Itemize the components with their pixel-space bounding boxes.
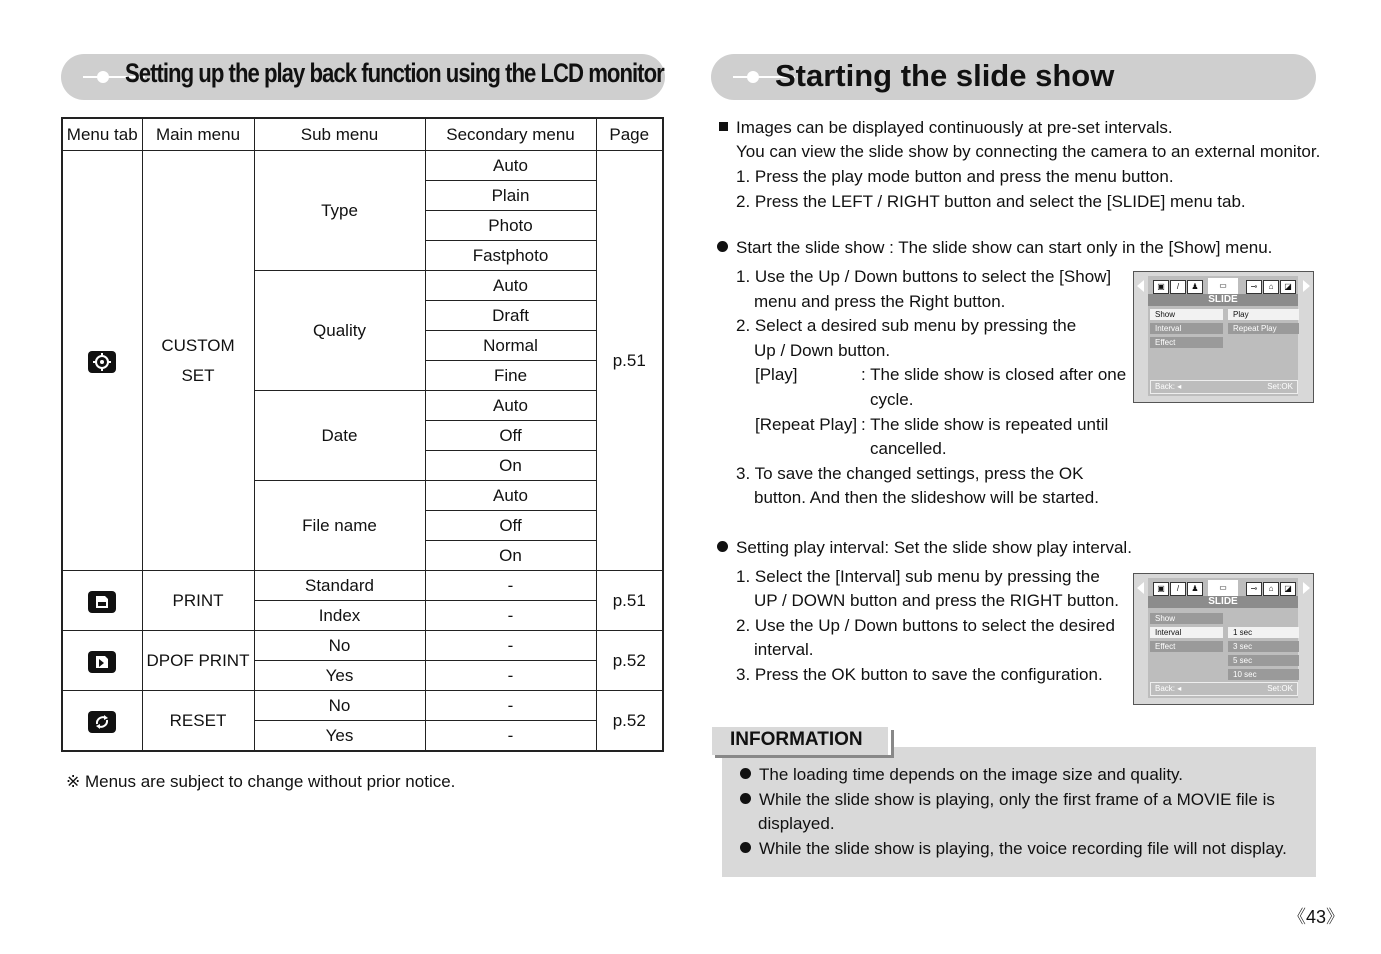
- dot-bullet-icon: [717, 541, 728, 552]
- resize-icon: ◪: [1280, 582, 1296, 596]
- image-icon: ▣: [1153, 582, 1169, 596]
- secondary-cell: -: [425, 571, 596, 601]
- repeat-play-desc-cont: cancelled.: [870, 439, 947, 458]
- lcd-menu-show: Show: [1150, 613, 1223, 624]
- header-sub-menu: Sub menu: [254, 118, 425, 151]
- table-footnote: ※ Menus are subject to change without prior notice.: [66, 772, 456, 791]
- info-item-cont: displayed.: [758, 814, 835, 833]
- right-section-header: [711, 54, 1316, 100]
- secondary-cell: -: [425, 601, 596, 631]
- secondary-cell: Normal: [425, 331, 596, 361]
- secondary-cell: Plain: [425, 181, 596, 211]
- lcd-option-5sec: 5 sec: [1228, 655, 1299, 666]
- dot-bullet-icon: [740, 793, 751, 804]
- left-section-header: [61, 54, 665, 100]
- right-section-title: Starting the slide show: [775, 58, 1115, 93]
- right-arrow-icon: [1303, 582, 1310, 594]
- header-secondary-menu: Secondary menu: [425, 118, 596, 151]
- sub-cell: No: [254, 631, 425, 661]
- lcd-set: Set:OK: [1267, 684, 1293, 693]
- page-number: 《43》: [1288, 907, 1345, 927]
- bullet-dot-icon: [97, 71, 109, 83]
- dpof-page: p.52: [596, 631, 663, 691]
- resize-icon: ◪: [1280, 280, 1296, 294]
- sub-date: Date: [254, 391, 425, 481]
- left-arrow-icon: [1137, 280, 1144, 292]
- header-page: Page: [596, 118, 663, 151]
- set-label: SET: [181, 365, 215, 385]
- slide-header: SLIDE: [1148, 596, 1298, 608]
- lcd-option-3sec: 3 sec: [1228, 641, 1299, 652]
- lcd-menu-effect: Effect: [1150, 337, 1223, 348]
- print-main: PRINT: [142, 571, 254, 631]
- edit-icon: /: [1170, 280, 1186, 294]
- intro-step-1: 1. Press the play mode button and press the menu button.: [736, 167, 1174, 186]
- lcd-option-1sec: 1 sec: [1228, 627, 1299, 638]
- start-step: 1. Use the Up / Down buttons to select the [Show]: [736, 267, 1112, 286]
- secondary-cell: Fine: [425, 361, 596, 391]
- secondary-cell: Auto: [425, 481, 596, 511]
- secondary-cell: Draft: [425, 301, 596, 331]
- intro-step-2: 2. Press the LEFT / RIGHT button and select the [SLIDE] menu tab.: [736, 192, 1246, 211]
- lcd-option-play: Play: [1228, 309, 1299, 320]
- start-step: 2. Select a desired sub menu by pressing the: [736, 316, 1077, 335]
- information-tab: [712, 727, 891, 755]
- secondary-cell: -: [425, 631, 596, 661]
- lcd-menu-interval: Interval: [1150, 323, 1223, 334]
- play-desc: : The slide show is closed after one: [861, 365, 1127, 384]
- sub-cell: No: [254, 691, 425, 721]
- start-step: menu and press the Right button.: [754, 292, 1006, 311]
- right-arrow-icon: [1303, 280, 1310, 292]
- lcd-back: Back: ◂: [1155, 684, 1182, 693]
- custom-set-main: [142, 151, 254, 571]
- left-arrow-icon: [1137, 582, 1144, 594]
- slide-tab-icon: ▭: [1219, 583, 1227, 592]
- secondary-cell: Photo: [425, 211, 596, 241]
- menu-table: [61, 117, 664, 752]
- info-item: The loading time depends on the image size and quality.: [740, 763, 1183, 787]
- intro-line-1: Images can be displayed continuously at pre-set intervals.: [719, 116, 1173, 140]
- custom-page: p.51: [596, 151, 663, 571]
- custom-set-tab: [62, 151, 142, 571]
- info-item: While the slide show is playing, only the first frame of a MOVIE file is: [740, 788, 1275, 812]
- repeat-play-label: [Repeat Play]: [755, 415, 858, 434]
- print-icon: [88, 591, 116, 613]
- interval-step: 2. Use the Up / Down buttons to select the desired: [736, 616, 1115, 635]
- secondary-cell: -: [425, 691, 596, 721]
- reset-page: p.52: [596, 691, 663, 752]
- interval-step: 3. Press the OK button to save the configuration.: [736, 665, 1103, 684]
- play-desc-cont: cycle.: [870, 390, 914, 409]
- person-icon: ♟: [1187, 280, 1203, 294]
- start-step: Up / Down button.: [754, 341, 891, 360]
- dot-bullet-icon: [740, 768, 751, 779]
- intro-line-2: You can view the slide show by connecting the camera to an external monitor.: [736, 142, 1321, 161]
- secondary-cell: Auto: [425, 271, 596, 301]
- secondary-cell: Off: [425, 511, 596, 541]
- dot-bullet-icon: [740, 842, 751, 853]
- lcd-footer: [1150, 380, 1298, 394]
- sub-type: Type: [254, 151, 425, 271]
- custom-label: CUSTOM: [161, 335, 235, 355]
- sub-quality: Quality: [254, 271, 425, 391]
- reset-tab: [62, 691, 142, 752]
- lcd-screen-show: [1133, 271, 1314, 403]
- key-icon: ⊸: [1246, 280, 1262, 294]
- slide-tab-icon: ▭: [1219, 281, 1227, 290]
- square-bullet-icon: [719, 122, 728, 131]
- interval-bullet: Setting play interval: Set the slide show play interval.: [717, 536, 1132, 560]
- lcd-footer: [1150, 682, 1298, 696]
- secondary-cell: On: [425, 541, 596, 571]
- edit-icon: /: [1170, 582, 1186, 596]
- key-icon: ⊸: [1246, 582, 1262, 596]
- trash-icon: ⌂: [1263, 280, 1279, 294]
- repeat-play-desc: : The slide show is repeated until: [861, 415, 1109, 434]
- secondary-cell: Fastphoto: [425, 241, 596, 271]
- sub-cell: Yes: [254, 661, 425, 691]
- secondary-cell: On: [425, 451, 596, 481]
- print-tab: [62, 571, 142, 631]
- interval-step: UP / DOWN button and press the RIGHT button.: [754, 591, 1120, 610]
- dot-bullet-icon: [717, 241, 728, 252]
- sub-cell: Yes: [254, 721, 425, 752]
- lcd-option-repeat-play: Repeat Play: [1228, 323, 1299, 334]
- lcd-menu-effect: Effect: [1150, 641, 1223, 652]
- dpof-tab: [62, 631, 142, 691]
- lcd-back: Back: ◂: [1155, 382, 1182, 391]
- play-label: [Play]: [755, 365, 798, 384]
- sub-file-name: File name: [254, 481, 425, 571]
- lcd-menu-show: Show: [1150, 309, 1223, 320]
- dpof-main: DPOF PRINT: [142, 631, 254, 691]
- interval-step: 1. Select the [Interval] sub menu by pressing the: [736, 567, 1100, 586]
- person-icon: ♟: [1187, 582, 1203, 596]
- lcd-set: Set:OK: [1267, 382, 1293, 391]
- lcd-screen-interval: [1133, 573, 1314, 705]
- left-section-title: Setting up the play back function using the LCD monitor: [125, 58, 664, 88]
- secondary-cell: Off: [425, 421, 596, 451]
- secondary-cell: Auto: [425, 391, 596, 421]
- sub-cell: Standard: [254, 571, 425, 601]
- print-page: p.51: [596, 571, 663, 631]
- bullet-dot-icon: [747, 71, 759, 83]
- reset-main: RESET: [142, 691, 254, 752]
- info-item: While the slide show is playing, the voice recording file will not display.: [740, 837, 1287, 861]
- lcd-option-10sec: 10 sec: [1228, 669, 1299, 680]
- trash-icon: ⌂: [1263, 582, 1279, 596]
- information-label: INFORMATION: [730, 729, 863, 750]
- reset-icon: [88, 711, 116, 733]
- secondary-cell: -: [425, 721, 596, 752]
- start-bullet: Start the slide show : The slide show can start only in the [Show] menu.: [717, 236, 1272, 260]
- interval-step: interval.: [754, 640, 814, 659]
- custom-set-gear-icon: [88, 351, 116, 373]
- dpof-print-icon: [88, 651, 116, 673]
- image-icon: ▣: [1153, 280, 1169, 294]
- lcd-menu-interval: Interval: [1150, 627, 1223, 638]
- header-menu-tab: Menu tab: [62, 118, 142, 151]
- start-step: button. And then the slideshow will be started.: [754, 488, 1099, 507]
- sub-cell: Index: [254, 601, 425, 631]
- secondary-cell: Auto: [425, 151, 596, 181]
- slide-header: SLIDE: [1148, 294, 1298, 306]
- start-step: 3. To save the changed settings, press the OK: [736, 464, 1084, 483]
- header-main-menu: Main menu: [142, 118, 254, 151]
- secondary-cell: -: [425, 661, 596, 691]
